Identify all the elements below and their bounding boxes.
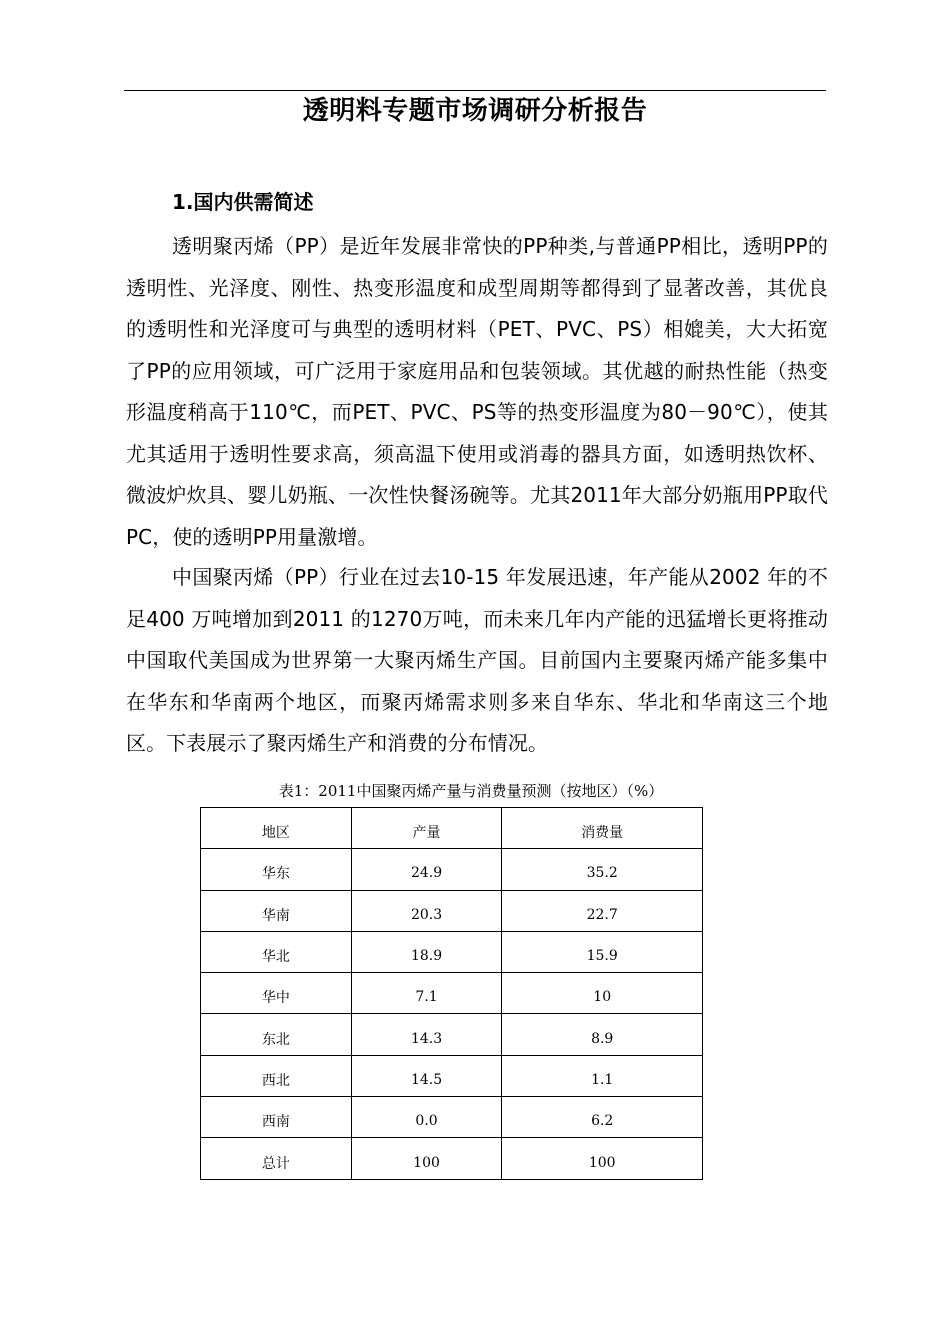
- table-cell-production: 7.1: [351, 973, 502, 1014]
- paragraph-pp-industry: 中国聚丙烯（PP）行业在过去10-15 年发展迅速，年产能从2002 年的不足400 万吨增加到2011 的1270万吨，而未来几年内产能的迅猛增长更将推动中国取代美国成为世界第一大聚丙烯生产国。目前国内主要聚丙烯产能多集中在华东和华南两个地区，而聚丙烯需求则多来自华东、华北和华南这三个地区。下表展示了聚丙烯生产和消费的分布情况。: [126, 565, 828, 755]
- table-row: [201, 1055, 703, 1096]
- table-cell-region: 华南: [201, 890, 352, 931]
- table-row: [201, 890, 703, 931]
- table-cell-production: 100: [351, 1138, 502, 1179]
- table-cell-region: 华北: [201, 931, 352, 972]
- table-row: [201, 1097, 703, 1138]
- table-row-total: [201, 1138, 703, 1179]
- table-cell-consumption: 10: [502, 973, 703, 1014]
- section-heading: 1.国内供需简述: [172, 190, 314, 214]
- table-cell-region: 东北: [201, 1014, 352, 1055]
- table-header-cell: 消费量: [502, 808, 703, 849]
- table-header-cell: 产量: [351, 808, 502, 849]
- table-cell-production: 14.5: [351, 1055, 502, 1096]
- table-cell-region: 华中: [201, 973, 352, 1014]
- table-cell-consumption: 1.1: [502, 1055, 703, 1096]
- table-row: [201, 931, 703, 972]
- table-cell-region: 总计: [201, 1138, 352, 1179]
- table-header-cell: 地区: [201, 808, 352, 849]
- table-cell-region: 华东: [201, 849, 352, 890]
- table-cell-region: 西北: [201, 1055, 352, 1096]
- table-header-row: [201, 808, 703, 849]
- table-cell-region: 西南: [201, 1097, 352, 1138]
- table-row: [201, 1014, 703, 1055]
- table-cell-consumption: 35.2: [502, 849, 703, 890]
- table-cell-consumption: 15.9: [502, 931, 703, 972]
- document-title: 透明料专题市场调研分析报告: [302, 96, 648, 126]
- table-cell-consumption: 22.7: [502, 890, 703, 931]
- table-row: [201, 973, 703, 1014]
- table-row: [201, 849, 703, 890]
- table-cell-production: 20.3: [351, 890, 502, 931]
- table-cell-consumption: 8.9: [502, 1014, 703, 1055]
- table-cell-consumption: 100: [502, 1138, 703, 1179]
- table-cell-production: 18.9: [351, 931, 502, 972]
- paragraph-transparent-pp: 透明聚丙烯（PP）是近年发展非常快的PP种类,与普通PP相比，透明PP的透明性、光泽度、刚性、热变形温度和成型周期等都得到了显著改善，其优良的透明性和光泽度可与典型的透明材料（PET、PVC、PS）相媲美，大大拓宽了PP的应用领域，可广泛用于家庭用品和包装领域。其优越的耐热性能（热变形温度稍高于110℃，而PET、PVC、PS等的热变形温度为80－90℃），使其尤其适用于透明性要求高，须高温下使用或消毒的器具方面，如透明热饮杯、微波炉炊具、婴儿奶瓶、一次性快餐汤碗等。尤其2011年大部分奶瓶用PP取代PC，使的透明PP用量激增。: [126, 234, 828, 549]
- pp-distribution-table: [200, 807, 703, 1180]
- table-cell-consumption: 6.2: [502, 1097, 703, 1138]
- table-cell-production: 14.3: [351, 1014, 502, 1055]
- table-caption: 表1：2011中国聚丙烯产量与消费量预测（按地区）（%）: [278, 782, 664, 800]
- table-cell-production: 24.9: [351, 849, 502, 890]
- table-cell-production: 0.0: [351, 1097, 502, 1138]
- header-rule: [124, 90, 826, 91]
